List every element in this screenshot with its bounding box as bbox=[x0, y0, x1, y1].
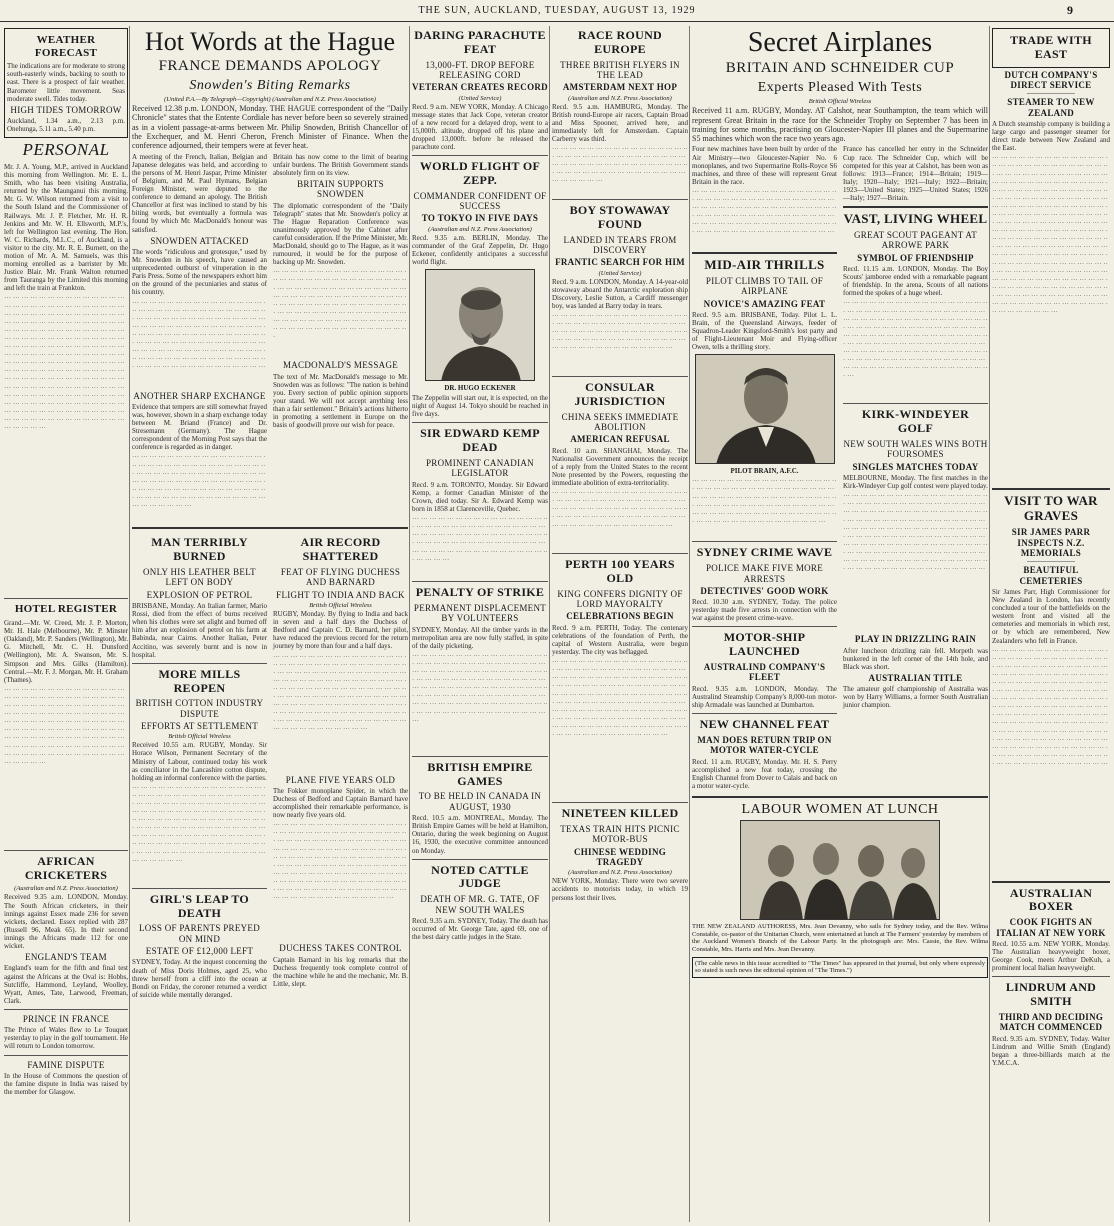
tides-text: Auckland, 1.34 a.m., 2.13 p.m. Onehunga, 5.11 a.m., 5.40 p.m. bbox=[7, 117, 125, 134]
stowaway-deck: LANDED IN TEARS FROM DISCOVERY bbox=[563, 234, 677, 256]
boxer-deck: COOK FIGHTS AN ITALIAN AT NEW YORK bbox=[996, 917, 1106, 938]
hotel-headline: HOTEL REGISTER bbox=[14, 603, 118, 616]
parachute-source: (United Service) bbox=[458, 94, 502, 102]
golf-continued: ··· ··· ··· ··· ··· ··· ··· ··· ··· ··· ··· ··· ··· ··· ··· ··· ··· ··· ··· ··· ··· ··· ··· ··· ··· ··· ··· ··· ··· ··· ··· ··· ··· ··· ··· ··· ··· ··· ··· ··· ··· ··· ··· ··· ··· ··· ··· ··· ··· ··· ··· ··· ··· ··· ··· ··· ··· ··· ··· ··· ··· ··· ··· ··· ··· ··· ··· ··· ··· ··· ··· ··· ··· ··· ··· ··· ··· ··· ··· ··· ··· ··· ··· ··· ··· ··· ··· ··· ··· ··· ··· ··· ··· ··· ··· ··· ··· ··· ··· ··· ··· ··· ··· ··· ··· ··· ··· ··· ··· ··· ··· ··· ··· ··· ··· ··· ··· ··· ··· ··· ··· ··· ··· ··· ··· ··· ··· ··· ··· ··· ··· ··· ··· ··· ··· ··· ··· ··· ··· ··· ··· ··· ··· ··· ··· ··· ··· ··· ··· ··· ··· ··· ··· ··· ··· ··· ··· ··· ··· ··· ··· ··· ··· ··· ··· bbox=[843, 492, 988, 574]
empire-games-text: Recd. 10.5 a.m. MONTREAL, Monday. The British Empire Games will be held at Hamilton, Ontario, during the week beginning on August 16, 1930, the executive committee announced on Monday. bbox=[412, 814, 548, 855]
column-4 bbox=[552, 26, 688, 1222]
girl-leap-text: SYDNEY, Today. At the inquest concerning the death of Miss Doris Holmes, aged 25, who threw herself from a cliff into the ocean at Bondi on Friday, the coroner returned a verdict of suicide while mentally deranged. bbox=[132, 958, 267, 999]
britain-supports-text: The diplomatic correspondent of the "Daily Telegraph" states that Mr. Snowden's policy at The Hague Reparation Conference was unanimously approved by the Cabinet after careful consideration. If the Prime Minister, Mr. MacDonald, should go to The Hague, as it was rumoured, it would be for the purpose of backing up Mr. Snowden. bbox=[273, 201, 408, 267]
hague-headline: Hot Words at the Hague bbox=[144, 27, 396, 56]
boxer-text: Recd. 10.55 a.m. NEW YORK, Monday. The Australian heavyweight boxer, George Cook, meets Arthur DeKuh, a prominent local Italian heavyweight. bbox=[992, 939, 1110, 973]
empire-games-deck: TO BE HELD IN CANADA IN AUGUST, 1930 bbox=[418, 791, 542, 812]
personal-text: Mr. J. A. Young, M.P., arrived in Auckland this morning from Wellington. Mr. E. L. Smith, who has been visiting Australia, returned by the Maunganui this morning. Mr. G. W. Wilson returned from a visit to the South Island and the Commissioner of Railways. Mr. J. P. Fletcher, Mr. H. R. Jenkins and Mr. W. H. Ellsworth, M.P.'s, left for Wellington last evening. The Hon. W. C. Richards, M.L.C., of Auckland, is a visitor to the city. Mr. R. E. Burnett, on the motion of Mr. A. M. Samuels, was this morning enrolled as a barrister by Mr. Justice Blair. Mr. Frank Walton returned from Tauranga by the Limited this morning and left the train at Frankton. bbox=[4, 162, 128, 293]
empire-games-headline: BRITISH EMPIRE GAMES bbox=[427, 759, 533, 788]
living-wheel-deck: GREAT SCOUT PAGEANT AT ARROWE PARK bbox=[853, 230, 978, 251]
famine-headline: FAMINE DISPUTE bbox=[27, 1059, 105, 1070]
consular-deck: CHINA SEEKS IMMEDIATE ABOLITION bbox=[561, 411, 679, 433]
parachute-deck-2: VETERAN CREATES RECORD bbox=[412, 82, 548, 93]
trade-east-deck: DUTCH COMPANY'S DIRECT SERVICE bbox=[1004, 69, 1098, 90]
stowaway-text: Recd. 9 a.m. LONDON, Monday. A 14-year-old stowaway aboard the Antarctic exploration ship Discovery, Leslie Sutton, a Cardiff messenger boy, was landed at Barry today in tears. bbox=[552, 277, 688, 310]
trade-east-headline: TRADE WITH EAST bbox=[1010, 33, 1092, 61]
snowden-attacked-headline: SNOWDEN ATTACKED bbox=[150, 235, 249, 246]
mid-air-headline: MID-AIR THRILLS bbox=[704, 256, 825, 272]
kemp-continued: ··· ··· ··· ··· ··· ··· ··· ··· ··· ··· ··· ··· ··· ··· ··· ··· ··· ··· ··· ··· ··· ··· ··· ··· ··· ··· ··· ··· ··· ··· ··· ··· ··· ··· ··· ··· ··· ··· ··· ··· ··· ··· ··· ··· ··· ··· ··· ··· ··· ··· ··· ··· ··· ··· ··· ··· ··· ··· ··· ··· ··· ··· ··· ··· ··· ··· ··· ··· ··· ··· ··· ··· ··· ··· ··· ··· ··· ··· ··· ··· ··· ··· bbox=[412, 515, 548, 564]
race-europe-deck-2: AMSTERDAM NEXT HOP bbox=[562, 82, 678, 93]
war-graves-deck: SIR JAMES PARR INSPECTS N.Z. MEMORIALS bbox=[1011, 527, 1091, 558]
trade-east-box bbox=[992, 28, 1110, 68]
race-europe-continued: ··· ··· ··· ··· ··· ··· ··· ··· ··· ··· ··· ··· ··· ··· ··· ··· ··· ··· ··· ··· ··· ··· ··· ··· ··· ··· ··· ··· ··· ··· ··· ··· ··· ··· ··· ··· ··· ··· ··· ··· ··· ··· ··· ··· ··· ··· ··· ··· ··· ··· ··· ··· ··· ··· ··· ··· ··· ··· ··· ··· ··· ··· ··· ··· ··· ··· ··· ··· bbox=[552, 145, 688, 186]
zeppelin-after-text: The Zeppelin will start out, it is expected, on the night of August 14. Tokyo should be reached in five days. bbox=[412, 394, 548, 419]
race-europe-text: Recd. 9.5 a.m. HAMBURG, Monday. The British round-Europe air racers, Captain Broad and Miss Spooner, arrived here, and immediately left for Amsterdam. Captain Carberry was third. bbox=[552, 102, 688, 143]
duchess-control-text: Captain Barnard in his log remarks that the Duchess frequently took complete control of the machine while he and the mechanic, Mr. B. Little, slept. bbox=[273, 955, 408, 988]
weather-box bbox=[4, 28, 128, 138]
mills-deck: BRITISH COTTON INDUSTRY DISPUTE bbox=[135, 698, 264, 719]
crime-wave-headline: SYDNEY CRIME WAVE bbox=[696, 545, 833, 560]
consular-headline: CONSULAR JURISDICTION bbox=[574, 380, 666, 408]
australian-title-headline: AUSTRALIAN TITLE bbox=[868, 672, 963, 683]
strike-deck: PERMANENT DISPLACEMENT BY VOLUNTEERS bbox=[413, 602, 547, 624]
personal-headline: PERSONAL bbox=[22, 140, 110, 160]
nineteen-killed-deck-2: CHINESE WEDDING TRAGEDY bbox=[573, 846, 667, 868]
zeppelin-source: (Australian and N.Z. Press Association) bbox=[428, 225, 532, 233]
britain-supports-headline: BRITAIN SUPPORTS SNOWDEN bbox=[297, 178, 384, 200]
mills-source: British Official Wireless bbox=[168, 733, 231, 741]
hague-lead: Received 12.38 p.m. LONDON, Monday. THE HAGUE correspondent of the "Daily Chronicle" states that the Entente Cordiale has never before been so severely strained as in a violent passage-at-arms between Mr. Philip Snowden, British Chancellor of the Exchequer, and M. Henri Cheron, French Minister of Finance. When the conference adjourned, their tempers were at fever heat. bbox=[132, 104, 408, 151]
cricket-headline: AFRICAN CRICKETERS bbox=[24, 853, 108, 882]
channel-feat-text: Recd. 11 a.m. RUGBY, Monday. Mr. H. S. Perry accomplished a new feat today, crossing the English Channel from Dover to Calais and back on a motor water-cycle. bbox=[692, 757, 837, 790]
parachute-headline: DARING PARACHUTE FEAT bbox=[414, 28, 546, 56]
kemp-deck: PROMINENT CANADIAN LEGISLATOR bbox=[426, 458, 534, 479]
labour-women-photo bbox=[740, 820, 940, 920]
nineteen-killed-deck: TEXAS TRAIN HITS PICNIC MOTOR-BUS bbox=[560, 823, 680, 845]
drizzling-rain-text: After luncheon drizzling rain fell. Morpeth was bunkered in the left corner of the 14th hole, and Black was short. bbox=[843, 646, 988, 671]
column-rule bbox=[129, 26, 130, 1222]
nineteen-killed-source: (Australian and N.Z. Press Association) bbox=[568, 869, 672, 877]
nineteen-killed-headline: NINETEEN KILLED bbox=[561, 806, 679, 821]
air-record-text: RUGBY, Monday. By flying to India and back in seven and a half days the Duchess of Bedford and Captain C. D. Barnard, her pilot, have reduced the previous record for the return journey by more than four and a half days. bbox=[273, 610, 408, 651]
channel-feat-headline: NEW CHANNEL FEAT bbox=[699, 717, 830, 732]
column-6 bbox=[992, 26, 1110, 1222]
cattle-judge-text: Recd. 9.35 a.m. SYDNEY, Today. The death has occurred of Mr. George Tate, aged 69, one of the best dairy cattle judges in the State. bbox=[412, 916, 548, 942]
crime-wave-deck-2: DETECTIVES' GOOD WORK bbox=[700, 585, 829, 596]
cattle-judge-headline: NOTED CATTLE JUDGE bbox=[431, 862, 529, 891]
channel-feat-deck: MAN DOES RETURN TRIP ON MOTOR WATER-CYCLE bbox=[697, 734, 832, 756]
plane-five-years-text: The Fokker monoplane Spider, in which the Duchess of Bedford and Captain Barnard have accomplished their remarkable performance, is now nearly five years old. bbox=[273, 786, 408, 820]
zeppelin-deck: COMMANDER CONFIDENT OF SUCCESS bbox=[413, 190, 547, 212]
perth-continued: ··· ··· ··· ··· ··· ··· ··· ··· ··· ··· ··· ··· ··· ··· ··· ··· ··· ··· ··· ··· ··· ··· ··· ··· ··· ··· ··· ··· ··· ··· ··· ··· ··· ··· ··· ··· ··· ··· ··· ··· ··· ··· ··· ··· ··· ··· ··· ··· ··· ··· ··· ··· ··· ··· ··· ··· ··· ··· ··· ··· ··· ··· ··· ··· ··· ··· ··· ··· ··· ··· ··· ··· ··· ··· ··· ··· ··· ··· ··· ··· ··· ··· ··· ··· ··· ··· ··· ··· ··· ··· ··· ··· ··· ··· ··· ··· ··· ··· ··· ··· ··· ··· ··· ··· ··· ··· ··· ··· ··· ··· ··· ··· ··· ··· ··· ··· ··· ··· ··· ··· ··· ··· ··· ··· ··· ··· ··· ··· ··· ··· ··· ··· ··· ··· ··· ··· ··· ··· ··· ··· ··· ··· ··· ··· ··· ··· ··· ··· ··· ··· ··· ··· ··· bbox=[552, 658, 688, 740]
strike-headline: PENALTY OF STRIKE bbox=[415, 585, 545, 600]
hotel-continued-text: ··· ··· ··· ··· ··· ··· ··· ··· ··· ··· ··· ··· ··· ··· ··· ··· ··· ··· ··· ··· ··· ··· ··· ··· ··· ··· ··· ··· ··· ··· ··· ··· ··· ··· ··· ··· ··· ··· ··· ··· ··· ··· ··· ··· ··· ··· ··· ··· ··· ··· ··· ··· ··· ··· ··· ··· ··· ··· ··· ··· ··· ··· ··· ··· ··· ··· ··· ··· ··· ··· ··· ··· ··· ··· ··· ··· ··· ··· ··· ··· ··· ··· ··· ··· ··· ··· ··· ··· ··· ··· ··· ··· ··· ··· ··· ··· ··· ··· ··· ··· ··· ··· ··· ··· ··· ··· ··· ··· ··· ··· ··· ··· ··· ··· ··· ··· ··· ··· ··· ··· ··· ··· ··· ··· ··· ··· ··· ··· ··· ··· ··· bbox=[4, 685, 125, 767]
column-rule bbox=[409, 26, 410, 1222]
stowaway-continued: ··· ··· ··· ··· ··· ··· ··· ··· ··· ··· ··· ··· ··· ··· ··· ··· ··· ··· ··· ··· ··· ··· ··· ··· ··· ··· ··· ··· ··· ··· ··· ··· ··· ··· ··· ··· ··· ··· ··· ··· ··· ··· ··· ··· ··· ··· ··· ··· ··· ··· ··· ··· ··· ··· ··· ··· ··· ··· ··· ··· ··· ··· ··· ··· ··· ··· ··· ··· ··· ··· ··· ··· ··· ··· ··· ··· bbox=[552, 312, 688, 353]
column-rule bbox=[549, 26, 550, 1222]
stowaway-deck-2: FRANTIC SEARCH FOR HIM bbox=[555, 257, 685, 268]
parachute-deck: 13,000-FT. DROP BEFORE RELEASING CORD bbox=[425, 59, 535, 80]
airplanes-source: British Official Wireless bbox=[808, 98, 872, 106]
perth-deck: KING CONFERS DIGNITY OF LORD MAYORALTY bbox=[557, 588, 683, 610]
war-graves-text: Sir James Parr, High Commissioner for New Zealand in London, has recently concluded a tour of the battlefields on the western front and visited all the cemeteries and memorials in which rest, or by which are remembered, New Zealanders who fell in France. bbox=[992, 587, 1110, 645]
sharp-exchange-continued: ··· ··· ··· ··· ··· ··· ··· ··· ··· ··· ··· ··· ··· ··· ··· ··· ··· ··· ··· ··· ··· ··· ··· ··· ··· ··· ··· ··· ··· ··· ··· ··· ··· ··· ··· ··· ··· ··· ··· ··· ··· ··· ··· ··· ··· ··· ··· ··· ··· ··· ··· ··· ··· ··· ··· ··· ··· ··· ··· ··· ··· ··· ··· ··· ··· ··· ··· ··· ··· ··· ··· ··· ··· ··· ··· ··· ··· ··· ··· ··· ··· ··· ··· ··· ··· ··· ··· ··· ··· ··· ··· ··· ··· ··· ··· ··· ··· ··· ··· bbox=[132, 453, 266, 510]
war-graves-headline: VISIT TO WAR GRAVES bbox=[1004, 493, 1098, 524]
cattle-judge-deck: DEATH OF MR. G. TATE, OF NEW SOUTH WALES bbox=[420, 894, 540, 915]
weather-headline: WEATHER FORECAST bbox=[34, 34, 98, 59]
column-3 bbox=[412, 26, 548, 1222]
cricket-source: (Australian and N.Z. Press Association) bbox=[14, 885, 118, 893]
lindrum-headline: LINDRUM AND SMITH bbox=[1005, 980, 1097, 1009]
column-1 bbox=[4, 26, 128, 1222]
personal-continued-text: ··· ··· ··· ··· ··· ··· ··· ··· ··· ··· ··· ··· ··· ··· ··· ··· ··· ··· ··· ··· ··· ··· ··· ··· ··· ··· ··· ··· ··· ··· ··· ··· ··· ··· ··· ··· ··· ··· ··· ··· ··· ··· ··· ··· ··· ··· ··· ··· ··· ··· ··· ··· ··· ··· ··· ··· ··· ··· ··· ··· ··· ··· ··· ··· ··· ··· ··· ··· ··· ··· ··· ··· ··· ··· ··· ··· ··· ··· ··· ··· ··· ··· ··· ··· ··· ··· ··· ··· ··· ··· ··· ··· ··· ··· ··· ··· ··· ··· ··· ··· ··· ··· ··· ··· ··· ··· ··· ··· ··· ··· ··· ··· ··· ··· ··· ··· ··· ··· ··· ··· ··· ··· ··· ··· ··· ··· ··· ··· ··· ··· ··· ··· ··· ··· ··· ··· ··· ··· ··· ··· ··· ··· ··· ··· ··· ··· ··· ··· ··· ··· ··· ··· ··· ··· ··· ··· ··· ··· ··· ··· ··· ··· ··· ··· ··· ··· ··· ··· ··· ··· ··· ··· ··· ··· ··· ··· ··· ··· ··· ··· ··· ··· ··· ··· ··· ··· ··· ··· ··· ··· ··· ··· ··· ··· ··· ··· ··· ··· ··· ··· ··· ··· ··· ··· ··· ··· ··· ··· ··· ··· ··· ··· ··· ··· ··· ··· ··· ··· ··· ··· ··· ··· ··· ··· ··· ··· ··· ··· ··· bbox=[4, 294, 125, 432]
burned-deck: ONLY HIS LEATHER BELT LEFT ON BODY bbox=[143, 567, 256, 588]
weather-text: The indications are for moderate to strong south-easterly winds, backing to south to east. There is a prospect of fair weather. Barometer little movement. Seas moderate swell. Tides today. bbox=[7, 62, 125, 103]
hague-source: (United P.A.—By Telegraph—Copyright) (Australian and N.Z. Press Association) bbox=[164, 96, 376, 104]
living-wheel-continued: ··· ··· ··· ··· ··· ··· ··· ··· ··· ··· ··· ··· ··· ··· ··· ··· ··· ··· ··· ··· ··· ··· ··· ··· ··· ··· ··· ··· ··· ··· ··· ··· ··· ··· ··· ··· ··· ··· ··· ··· ··· ··· ··· ··· ··· ··· ··· ··· ··· ··· ··· ··· ··· ··· ··· ··· ··· ··· ··· ··· ··· ··· ··· ··· ··· ··· ··· ··· ··· ··· ··· ··· ··· ··· ··· ··· ··· ··· ··· ··· ··· ··· ··· ··· ··· ··· ··· ··· ··· ··· ··· ··· ··· ··· ··· ··· ··· ··· ··· ··· ··· ··· ··· ··· ··· ··· ··· ··· ··· ··· ··· ··· ··· ··· ··· ··· ··· ··· ··· ··· ··· ··· ··· ··· ··· ··· ··· ··· ··· ··· ··· ··· ··· ··· ··· ··· ··· ··· ··· ··· ··· ··· ··· ··· ··· ··· ··· ··· ··· ··· bbox=[843, 299, 988, 381]
perth-deck-2: CELEBRATIONS BEGIN bbox=[566, 611, 674, 622]
lindrum-deck: THIRD AND DECIDING MATCH COMMENCED bbox=[998, 1011, 1104, 1033]
airplanes-deck-1: BRITAIN AND SCHNEIDER CUP bbox=[725, 60, 955, 77]
race-europe-deck: THREE BRITISH FLYERS IN THE LEAD bbox=[560, 59, 680, 80]
consular-deck-2: AMERICAN REFUSAL bbox=[570, 434, 670, 445]
perth-headline: PERTH 100 YEARS OLD bbox=[565, 557, 675, 585]
france-text: The Prince of Wales flew to Le Touquet yesterday to play in the golf tournament. He will return to London tomorrow. bbox=[4, 1026, 128, 1051]
airplanes-left-text: Four new machines have been built by order of the Air Ministry—two Gloucester-Napier No. 6 monoplanes, and two Supermarine Rolls-Royce S6 machines, and three of these will represent Great Britain in the race. bbox=[692, 145, 837, 186]
trade-east-text: A Dutch steamship company is building a large cargo and passenger steamer for direct trade between New Zealand and the East. bbox=[992, 119, 1110, 153]
stowaway-source: (United Service) bbox=[598, 269, 642, 277]
famine-text: In the House of Commons the question of the famine dispute in India was raised by the member for Glasgow. bbox=[4, 1071, 128, 1097]
airplanes-lead: Received 11 a.m. RUGBY, Monday. AT Calshot, near Southampton, the team which will represent Great Britain in the race for the Schneider Trophy on September 7 has been in training for some months, practising on Gloucester-Napier III planes and the Supermarine S5 machines which won the race two years ago. bbox=[692, 106, 988, 144]
zeppelin-headline: WORLD FLIGHT OF ZEPP. bbox=[419, 159, 541, 187]
airplanes-deck-2: Experts Pleased With Tests bbox=[757, 79, 923, 95]
hotel-text: Grand.—Mr. W. Creed, Mr. J. P. Morton, Mr. H. Hale (Melbourne), Mr. P. Minster (Oakland), Mr. P. Sanders (Wellington), Mr. G. Mitchell, Mr. C. H. Dunsford (Wellington), Mr. A. Swanson, Mr. S. Simpson and Mrs. Gilks (Hamilton). Central.—Mr. F. J. Morgan, Mr. H. Graham (Thames). bbox=[4, 619, 128, 684]
cricket-team-text: England's team for the fifth and final test against the Africans at the Oval is: Hobbs, Sutcliffe, Hammond, Leyland, Woolley, Wyatt, Ames, Tate, Larwood, Freeman, Clark. bbox=[4, 964, 128, 1005]
war-graves-deck-2: BEAUTIFUL CEMETERIES bbox=[1019, 565, 1083, 586]
drizzling-rain-headline: PLAY IN DRIZZLING RAIN bbox=[854, 634, 977, 645]
burned-deck-2: EXPLOSION OF PETROL bbox=[146, 589, 253, 600]
burned-headline: MAN TERRIBLY BURNED bbox=[151, 535, 248, 564]
crime-wave-text: Recd. 10.30 a.m. SYDNEY, Today. The police yesterday made five arrests in connection with the war against the present crime-wave. bbox=[692, 598, 837, 623]
sharp-exchange-text: Evidence that tempers are still somewhat frayed was, however, shown in a sharp exchange today between M. Briand (France) and Dr. Stresemann (Germany). The Hague correspondent of the Morning Post says that the conference is regarded as in danger. bbox=[132, 402, 267, 452]
perth-text: Recd. 9 a.m. PERTH, Today. The centenary celebrations of the foundation of Perth, the capital of Western Australia, were begun yesterday. The city was beflagged. bbox=[552, 623, 688, 657]
mills-deck-2: EFFORTS AT SETTLEMENT bbox=[140, 720, 259, 731]
living-wheel-text: Recd. 11.15 a.m. LONDON, Monday. The Boy Scouts' jamboree ended with a remarkable pageant of friendship. In the arena, Scouts of all nations formed the spokes of a huge wheel. bbox=[843, 265, 988, 298]
living-wheel-headline: VAST, LIVING WHEEL bbox=[843, 211, 988, 227]
cricket-team-headline: ENGLAND'S TEAM bbox=[25, 952, 107, 963]
hague-right-text: Britain has now come to the limit of bearing unfair burdens. The British Government stands absolutely firm on its view. bbox=[273, 152, 408, 177]
girl-leap-headline: GIRL'S LEAP TO DEATH bbox=[149, 891, 250, 920]
plane-five-years-headline: PLANE FIVE YEARS OLD bbox=[285, 774, 396, 785]
sharp-exchange-headline: ANOTHER SHARP EXCHANGE bbox=[133, 390, 266, 401]
masthead-title: THE SUN, AUCKLAND, TUESDAY, AUGUST 13, 1929 bbox=[418, 5, 696, 16]
snowden-attacked-continued: ··· ··· ··· ··· ··· ··· ··· ··· ··· ··· ··· ··· ··· ··· ··· ··· ··· ··· ··· ··· ··· ··· ··· ··· ··· ··· ··· ··· ··· ··· ··· ··· ··· ··· ··· ··· ··· ··· ··· ··· ··· ··· ··· ··· ··· ··· ··· ··· ··· ··· ··· ··· ··· ··· ··· ··· ··· ··· ··· ··· ··· ··· ··· ··· ··· ··· ··· ··· ··· ··· ··· ··· ··· ··· ··· ··· ··· ··· ··· ··· ··· ··· ··· ··· ··· ··· ··· ··· ··· ··· ··· ··· ··· ··· ··· ··· ··· ··· ··· ··· ··· ··· ··· ··· ··· ··· ··· ··· ··· ··· ··· ··· ··· ··· ··· ··· ··· ··· ··· ··· ··· ··· ··· ··· ··· ··· ··· ··· ··· ··· ··· ··· ··· ··· ··· ··· ··· ··· bbox=[132, 298, 266, 372]
airplanes-left-continued: ··· ··· ··· ··· ··· ··· ··· ··· ··· ··· ··· ··· ··· ··· ··· ··· ··· ··· ··· ··· ··· ··· ··· ··· ··· ··· ··· ··· ··· ··· ··· ··· ··· ··· ··· ··· ··· ··· ··· ··· ··· ··· ··· ··· ··· ··· ··· ··· ··· ··· ··· ··· ··· ··· ··· ··· ··· ··· ··· ··· ··· ··· ··· ··· ··· ··· ··· ··· ··· ··· ··· ··· ··· ··· ··· ··· ··· ··· ··· ··· ··· ··· ··· ··· ··· ··· ··· ··· ··· ··· ··· ··· ··· ··· ··· ··· ··· ··· ··· bbox=[692, 187, 837, 237]
column-rule bbox=[989, 26, 990, 1222]
mills-continued: ··· ··· ··· ··· ··· ··· ··· ··· ··· ··· ··· ··· ··· ··· ··· ··· ··· ··· ··· ··· ··· ··· ··· ··· ··· ··· ··· ··· ··· ··· ··· ··· ··· ··· ··· ··· ··· ··· ··· ··· ··· ··· ··· ··· ··· ··· ··· ··· ··· ··· ··· ··· ··· ··· ··· ··· ··· ··· ··· ··· ··· ··· ··· ··· ··· ··· ··· ··· ··· ··· ··· ··· ··· ··· ··· ··· ··· ··· ··· ··· ··· ··· ··· ··· ··· ··· ··· ··· ··· ··· ··· ··· ··· ··· ··· ··· ··· ··· ··· ··· ··· ··· ··· ··· ··· ··· ··· ··· ··· ··· ··· ··· ··· ··· ··· ··· ··· ··· ··· ··· ··· ··· ··· ··· ··· ··· ··· ··· ··· ··· ··· ··· ··· ··· ··· ··· ··· ··· ··· ··· ··· ··· ··· ··· bbox=[132, 783, 266, 865]
boxer-headline: AUSTRALIAN BOXER bbox=[1009, 885, 1093, 914]
cable-note-box bbox=[692, 957, 988, 978]
airplanes-headline: Secret Airplanes bbox=[747, 27, 933, 58]
tides-headline: HIGH TIDES TOMORROW bbox=[10, 104, 122, 115]
macdonald-message-text: The text of Mr. MacDonald's message to Mr. Snowden was as follows: "The nation is behind you. Every section of public opinion supports your stand. We will not accept anything less than a fair settlement." Britain's actions hitherto in promoting a settlement in Europe on the basis of goodwill prove our wish for peace. bbox=[273, 372, 408, 430]
air-record-deck-2: FLIGHT TO INDIA AND BACK bbox=[276, 589, 405, 600]
plane-five-years-continued: ··· ··· ··· ··· ··· ··· ··· ··· ··· ··· ··· ··· ··· ··· ··· ··· ··· ··· ··· ··· ··· ··· ··· ··· ··· ··· ··· ··· ··· ··· ··· ··· ··· ··· ··· ··· ··· ··· ··· ··· ··· ··· ··· ··· ··· ··· ··· ··· ··· ··· ··· ··· ··· ··· ··· ··· ··· ··· ··· ··· ··· ··· ··· ··· ··· ··· ··· ··· ··· ··· ··· ··· ··· ··· ··· ··· ··· ··· ··· ··· ··· ··· ··· ··· ··· ··· ··· ··· ··· ··· ··· ··· ··· ··· ··· ··· ··· ··· ··· ··· ··· ··· ··· ··· ··· ··· ··· ··· ··· ··· ··· ··· ··· ··· ··· ··· ··· ··· ··· ··· ··· ··· ··· ··· ··· ··· ··· ··· ··· ··· ··· ··· ··· ··· ··· ··· ··· ··· ··· ··· ··· ··· ··· ··· ··· ··· ··· ··· ··· ··· ··· ··· bbox=[273, 821, 407, 903]
trade-east-continued: ··· ··· ··· ··· ··· ··· ··· ··· ··· ··· ··· ··· ··· ··· ··· ··· ··· ··· ··· ··· ··· ··· ··· ··· ··· ··· ··· ··· ··· ··· ··· ··· ··· ··· ··· ··· ··· ··· ··· ··· ··· ··· ··· ··· ··· ··· ··· ··· ··· ··· ··· ··· ··· ··· ··· ··· ··· ··· ··· ··· ··· ··· ··· ··· ··· ··· ··· ··· ··· ··· ··· ··· ··· ··· ··· ··· ··· ··· ··· ··· ··· ··· ··· ··· ··· ··· ··· ··· ··· ··· ··· ··· ··· ··· ··· ··· ··· ··· ··· ··· ··· ··· ··· ··· ··· ··· ··· ··· ··· ··· ··· ··· ··· ··· ··· ··· ··· ··· ··· ··· ··· ··· ··· ··· ··· ··· ··· ··· ··· ··· ··· ··· ··· ··· ··· ··· ··· ··· ··· ··· ··· ··· ··· ··· ··· ··· ··· ··· ··· ··· ··· ··· ··· ··· ··· ··· ··· ··· ··· ··· ··· ··· ··· ··· ··· ··· ··· ··· ··· ··· ··· ··· ··· ··· ··· ··· ··· ··· ··· ··· ··· ··· ··· ··· ··· ··· ··· ··· ··· ··· ··· ··· ··· ··· ··· ··· ··· ··· ··· ··· ··· ··· ··· ··· ··· ··· ··· ··· ··· ··· ··· ··· ··· ··· ··· ··· ··· ··· ··· ··· ··· ··· ··· ··· ··· ··· ··· ··· ··· ··· ··· ··· ··· ··· ··· ··· ··· ··· ··· ··· ··· ··· ··· ··· ··· ··· ··· ··· ··· ··· ··· ··· ··· ··· ··· ··· ··· ··· ··· ··· ··· bbox=[992, 154, 1108, 317]
air-record-continued: ··· ··· ··· ··· ··· ··· ··· ··· ··· ··· ··· ··· ··· ··· ··· ··· ··· ··· ··· ··· ··· ··· ··· ··· ··· ··· ··· ··· ··· ··· ··· ··· ··· ··· ··· ··· ··· ··· ··· ··· ··· ··· ··· ··· ··· ··· ··· ··· ··· ··· ··· ··· ··· ··· ··· ··· ··· ··· ··· ··· ··· ··· ··· ··· ··· ··· ··· ··· ··· ··· ··· ··· ··· ··· ··· ··· ··· ··· ··· ··· ··· ··· ··· ··· ··· ··· ··· ··· ··· ··· ··· ··· ··· ··· ··· ··· ··· ··· ··· ··· ··· ··· ··· ··· ··· ··· ··· ··· ··· ··· ··· ··· ··· ··· ··· ··· ··· ··· ··· ··· ··· ··· ··· ··· ··· ··· ··· ··· ··· ··· ··· ··· ··· ··· ··· ··· ··· ··· ··· ··· ··· ··· ··· ··· ··· ··· ··· ··· ··· bbox=[273, 652, 407, 734]
column-rule bbox=[689, 26, 690, 1222]
race-europe-source: (Australian and N.Z. Press Association) bbox=[568, 94, 672, 102]
france-headline: PRINCE IN FRANCE bbox=[22, 1013, 110, 1024]
motorship-deck: AUSTRALIND COMPANY'S FLEET bbox=[703, 662, 826, 683]
column-2 bbox=[132, 26, 408, 1222]
mills-headline: MORE MILLS REOPEN bbox=[158, 666, 241, 695]
australian-title-text: The amateur golf championship of Australia was won by Harry Williams, a former South Australian junior champion. bbox=[843, 685, 988, 710]
air-record-source: British Official Wireless bbox=[309, 602, 372, 610]
zeppelin-text: Recd. 9.35 a.m. BERLIN, Monday. The commander of the Graf Zeppelin, Dr. Hugo Eckener, confidently anticipates a successful world flight. bbox=[412, 233, 548, 267]
parachute-text: Recd. 9 a.m. NEW YORK, Monday. A Chicago message states that Jack Cope, veteran creator of a new record for a delayed drop, went to a 15,000ft. altitude, dropped off his plane and dropped 13,000ft. before he released the parachute cord. bbox=[412, 102, 548, 152]
motorship-headline: MOTOR-SHIP LAUNCHED bbox=[723, 630, 806, 659]
mid-air-deck-2: NOVICE'S AMAZING FEAT bbox=[703, 298, 826, 309]
eckener-photo bbox=[425, 269, 535, 381]
hague-deck-1: FRANCE DEMANDS APOLOGY bbox=[158, 58, 382, 75]
air-record-deck: FEAT OF FLYING DUCHESS AND BARNARD bbox=[280, 567, 401, 588]
cricket-text: Received 9.35 a.m. LONDON, Monday. The South African cricketers, in their innings against Essex made 236 for seven wickets, declared. Essex replied with 287 (Russell 96, Meak 65). In their second innings the Africans made 112 for one wicket. bbox=[4, 893, 128, 951]
hague-left-text: A meeting of the French, Italian, Belgian and Japanese delegates was held, and according to the persons of M. Henri Jaspar, Prime Minister of Belgium, and M. Paul Hymans, Belgian Foreign Minister, were deputed to the conference to demand an apology. The British Chancellor at first was inclined to stand by his biting words, but eventually a formula was found by which Mr. MacDonald's honour was satisfied. bbox=[132, 152, 267, 234]
lindrum-text: Recd. 9.35 a.m. SYDNEY, Today. Walter Lindrum and Willie Smith (England) began a three-billiards match at the Y.M.C.A. bbox=[992, 1034, 1110, 1067]
crime-wave-deck: POLICE MAKE FIVE MORE ARRESTS bbox=[705, 563, 824, 584]
race-europe-headline: RACE ROUND EUROPE bbox=[578, 28, 662, 56]
golf-deck-2: SINGLES MATCHES TODAY bbox=[852, 461, 979, 472]
nineteen-killed-text: NEW YORK, Monday. There were two severe accidents to motorists today, in which 19 persons lost their lives. bbox=[552, 877, 688, 902]
consular-continued: ··· ··· ··· ··· ··· ··· ··· ··· ··· ··· ··· ··· ··· ··· ··· ··· ··· ··· ··· ··· ··· ··· ··· ··· ··· ··· ··· ··· ··· ··· ··· ··· ··· ··· ··· ··· ··· ··· ··· ··· ··· ··· ··· ··· ··· ··· ··· ··· ··· ··· ··· ··· ··· ··· ··· ··· ··· ··· ··· ··· ··· ··· ··· ··· ··· ··· ··· ··· ··· ··· ··· ··· ··· ··· ··· ··· bbox=[552, 489, 688, 530]
cable-note-text: (The cable news in this issue accredited to "The Times" has appeared in that journal, but only where expressly so stated is such news the editorial opinion of "The Times.") bbox=[695, 959, 985, 975]
mid-air-text: Recd. 9.5 a.m. BRISBANE, Today. Pilot L. L. Brain, of the Queensland Airways, feeder of Squadron-Leader Kingsford-Smith's lost party and of Flight-Lieutenant Moir and Flying-officer Owen, tells a thrilling story. bbox=[692, 310, 837, 352]
eckener-caption: DR. HUGO ECKENER bbox=[444, 384, 516, 393]
labour-women-caption: THE NEW ZEALAND AUTHORESS, Mrs. Jean Devanny, who sails for Sydney today, and the Rev. Wilma Constable, co-pastor of the Unitarian Church, were entertained at lunch at The Farmers' yesterday by members of the Auckland Women's Branch of the Labour Party. In the photograph are: Mrs. Cassie, the Rev. Wilma Constable, Mrs. Harris and Mrs. Jean Devanny. bbox=[692, 923, 988, 954]
golf-headline: KIRK-WINDEYER GOLF bbox=[861, 407, 970, 436]
strike-text: SYDNEY, Monday. All the timber yards in the metropolitan area are now fully staffed, in spite of the daily picketing. bbox=[412, 625, 548, 650]
stowaway-headline: BOY STOWAWAY FOUND bbox=[569, 203, 671, 231]
mid-air-deck: PILOT CLIMBS TO TAIL OF AIRPLANE bbox=[705, 275, 824, 297]
mills-text: Received 10.55 a.m. RUGBY, Monday. Sir Horace Wilson, Permanent Secretary of the Ministry of Labour, continued today his work as conciliator in the Lancashire cotton dispute, holding an informal conference with the parties. bbox=[132, 741, 267, 782]
pilot-brain-caption: PILOT BRAIN, A.F.C. bbox=[730, 467, 799, 476]
trade-east-deck-2: STEAMER TO NEW ZEALAND bbox=[1007, 97, 1095, 118]
masthead bbox=[0, 0, 1114, 22]
consular-text: Recd. 10 a.m. SHANGHAI, Monday. The Nationalist Government announces the receipt of a reply from the United States to the recent Note presented by the Powers, requesting the immediate abolition of extra-territoriality. bbox=[552, 446, 688, 488]
air-record-headline: AIR RECORD SHATTERED bbox=[300, 535, 381, 564]
snowden-attacked-text: The words "ridiculous and grotesque," used by Mr. Snowden in his speech, have caused an unprecedented outburst of vituperation in the Paris Press. Some of the newspapers exhort him on the ground of the pecuniaries and status of his country. bbox=[132, 247, 267, 297]
column-5 bbox=[692, 26, 988, 1222]
zeppelin-deck-2: TO TOKYO IN FIVE DAYS bbox=[421, 213, 539, 224]
hague-deck-2: Snowden's Biting Remarks bbox=[189, 77, 351, 93]
kemp-text: Recd. 9 a.m. TORONTO, Monday. Sir Edward Kemp, a former Canadian Minister of the Crown, died today. Sir A. Edward Kemp was born in 1858 at Clarenceville, Quebec. bbox=[412, 480, 548, 514]
britain-supports-continued: ··· ··· ··· ··· ··· ··· ··· ··· ··· ··· ··· ··· ··· ··· ··· ··· ··· ··· ··· ··· ··· ··· ··· ··· ··· ··· ··· ··· ··· ··· ··· ··· ··· ··· ··· ··· ··· ··· ··· ··· ··· ··· ··· ··· ··· ··· ··· ··· ··· ··· ··· ··· ··· ··· ··· ··· ··· ··· ··· ··· ··· ··· ··· ··· ··· ··· ··· ··· ··· ··· ··· ··· ··· ··· ··· ··· ··· ··· ··· ··· ··· ··· ··· ··· ··· ··· ··· ··· ··· ··· ··· ··· ··· ··· ··· ··· ··· ··· ··· ··· ··· ··· ··· ··· ··· ··· ··· ··· ··· ··· ··· ··· ··· ··· ··· ··· ··· ··· ··· ··· ··· ··· ··· bbox=[273, 268, 407, 342]
macdonald-message-headline: MACDONALD'S MESSAGE bbox=[282, 360, 399, 371]
girl-leap-deck-2: ESTATE OF £12,000 LEFT bbox=[145, 946, 254, 957]
labour-women-headline: LABOUR WOMEN AT LUNCH bbox=[741, 801, 939, 817]
duchess-control-headline: DUCHESS TAKES CONTROL bbox=[279, 943, 402, 954]
airplanes-right-text: France has cancelled her entry in the Schneider Cup race. The Schneider Cup, which will be competed for this year at Calshot, has been won as follows: 1913—France; 1914—Britain; 1919—Italy; 1920—Italy; 1921—Italy; 1922—Britain; 1923—United States; 1925—United States; 1926—Italy; 1927—Britain. bbox=[843, 145, 988, 203]
motorship-text: Recd. 9.35 a.m. LONDON, Monday. The Australind Steamship Company's 8,000-ton motor-ship Armadale was launched at Dumbarton. bbox=[692, 684, 837, 709]
kemp-headline: SIR EDWARD KEMP DEAD bbox=[420, 426, 540, 455]
golf-deck: NEW SOUTH WALES WINS BOTH FOURSOMES bbox=[843, 439, 988, 460]
mid-air-continued: ··· ··· ··· ··· ··· ··· ··· ··· ··· ··· ··· ··· ··· ··· ··· ··· ··· ··· ··· ··· ··· ··· ··· ··· ··· ··· ··· ··· ··· ··· ··· ··· ··· ··· ··· ··· ··· ··· ··· ··· ··· ··· ··· ··· ··· ··· ··· ··· ··· ··· ··· ··· ··· ··· ··· ··· ··· ··· ··· ··· ··· ··· ··· ··· ··· ··· ··· ··· ··· ··· ··· ··· ··· ··· ··· ··· ··· ··· ··· ··· ··· ··· ··· ··· ··· ··· ··· ··· ··· ··· ··· ··· ··· ··· ··· ··· ··· ··· bbox=[692, 477, 837, 526]
page-number: 9 bbox=[1067, 3, 1074, 17]
girl-leap-deck: LOSS OF PARENTS PREYED ON MIND bbox=[138, 923, 261, 944]
war-graves-continued: ··· ··· ··· ··· ··· ··· ··· ··· ··· ··· ··· ··· ··· ··· ··· ··· ··· ··· ··· ··· ··· ··· ··· ··· ··· ··· ··· ··· ··· ··· ··· ··· ··· ··· ··· ··· ··· ··· ··· ··· ··· ··· ··· ··· ··· ··· ··· ··· ··· ··· ··· ··· ··· ··· ··· ··· ··· ··· ··· ··· ··· ··· ··· ··· ··· ··· ··· ··· ··· ··· ··· ··· ··· ··· ··· ··· ··· ··· ··· ··· ··· ··· ··· ··· ··· ··· ··· ··· ··· ··· ··· ··· ··· ··· ··· ··· ··· ··· ··· ··· ··· ··· ··· ··· ··· ··· ··· ··· ··· ··· ··· ··· ··· ··· ··· ··· ··· ··· ··· ··· ··· ··· ··· ··· ··· ··· ··· ··· ··· ··· ··· ··· ··· ··· ··· ··· ··· ··· ··· ··· ··· ··· ··· ··· ··· ··· ··· ··· ··· ··· ··· ··· ··· ··· ··· ··· ··· ··· ··· ··· ··· ··· ··· ··· ··· ··· ··· ··· ··· ··· ··· ··· ··· ··· ··· ··· ··· ··· ··· ··· ··· ··· ··· ··· ··· ··· ··· ··· ··· ··· ··· ··· ··· ··· ··· ··· ··· ··· ··· ··· bbox=[992, 646, 1108, 768]
golf-text: MELBOURNE, Monday. The first matches in the Kirk-Windeyer Cup golf contest were played today. bbox=[843, 474, 988, 491]
pilot-brain-photo bbox=[695, 354, 835, 464]
strike-continued: ··· ··· ··· ··· ··· ··· ··· ··· ··· ··· ··· ··· ··· ··· ··· ··· ··· ··· ··· ··· ··· ··· ··· ··· ··· ··· ··· ··· ··· ··· ··· ··· ··· ··· ··· ··· ··· ··· ··· ··· ··· ··· ··· ··· ··· ··· ··· ··· ··· ··· ··· ··· ··· ··· ··· ··· ··· ··· ··· ··· ··· ··· ··· ··· ··· ··· ··· ··· ··· ··· ··· ··· ··· ··· ··· ··· ··· ··· ··· ··· ··· ··· ··· ··· ··· ··· ··· ··· ··· ··· ··· ··· ··· ··· ··· ··· ··· ··· ··· ··· ··· ··· ··· ··· ··· ··· ··· ··· ··· ··· ··· ··· ··· ··· ··· ··· ··· ··· ··· ··· ··· ··· ··· ··· ··· bbox=[412, 651, 548, 725]
living-wheel-deck-2: SYMBOL OF FRIENDSHIP bbox=[857, 252, 974, 263]
burned-text: BRISBANE, Monday. An Italian farmer, Mario Rossi, died from the effect of burns received when his clothes were set alight and burned off him after an explosion of petrol on his farm at Babinda, near Cairns. Another Italian, Peter Accitino, was severely burnt and is now in hospital. bbox=[132, 602, 267, 659]
